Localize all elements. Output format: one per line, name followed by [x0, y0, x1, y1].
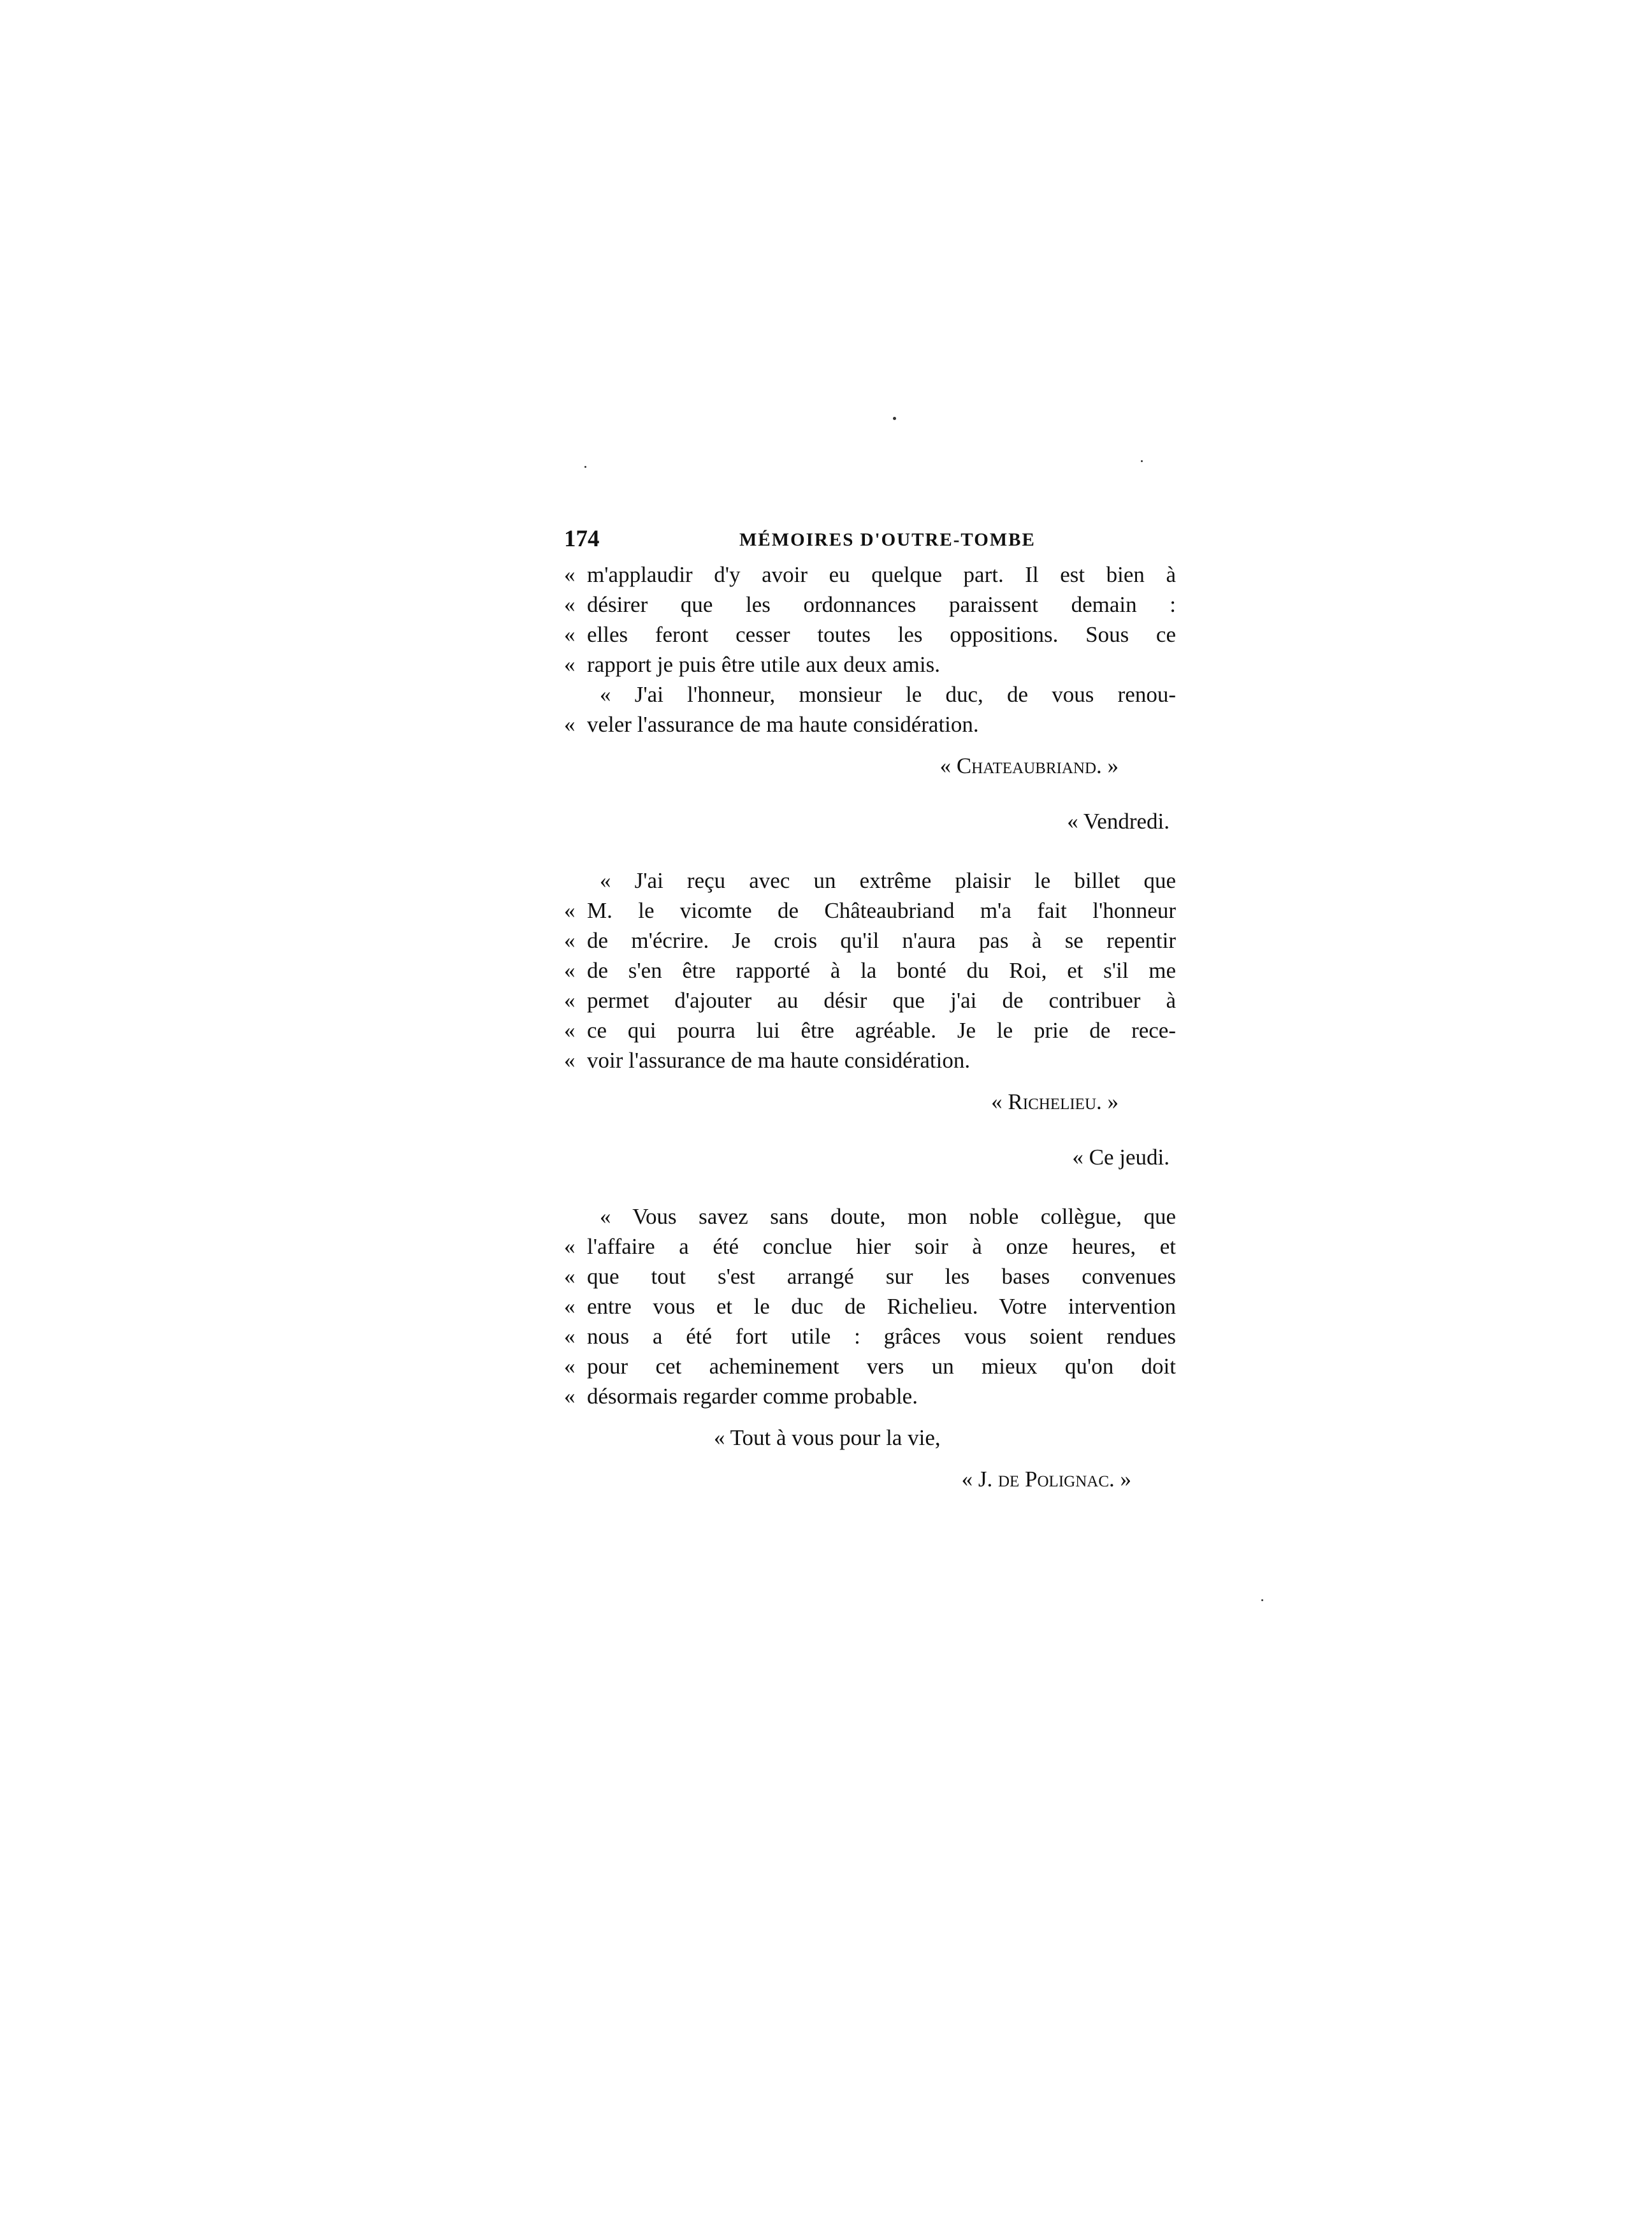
text-line [564, 866, 1176, 896]
line-text: pour cet acheminement vers un mieux qu'on doit [587, 1354, 1176, 1379]
page-text-block [564, 524, 1176, 1520]
line-text: elles feront cesser toutes les oppositions. Sous ce [587, 622, 1176, 647]
line-text: l'affaire a été conclue hier soir à onze heures, et [587, 1234, 1176, 1259]
quote-mark: « [564, 1384, 576, 1409]
line-text: M. le vicomte de Châteaubriand m'a fait l'honneur [587, 898, 1176, 923]
quote-mark: « [564, 1294, 576, 1319]
signature-chateaubriand: « Chateaubriand. » [939, 753, 1119, 778]
quote-mark: « [564, 1234, 576, 1259]
text-line [564, 1045, 1176, 1075]
quote-mark: « [564, 1354, 576, 1379]
line-text: « J'ai reçu avec un extrême plaisir le billet que [600, 868, 1176, 893]
quote-mark: « [564, 622, 576, 647]
running-title: MÉMOIRES D'OUTRE-TOMBE [739, 530, 1036, 550]
page-number: 174 [564, 526, 600, 552]
letter-chateaubriand [564, 560, 1176, 781]
text-line [564, 985, 1176, 1015]
scan-speck [584, 466, 586, 468]
text-line [564, 1351, 1176, 1381]
quote-mark: « [564, 1048, 576, 1073]
signature-richelieu: « Richelieu. » [991, 1089, 1119, 1114]
quote-mark: « [564, 712, 576, 737]
quote-mark: « [564, 898, 576, 923]
line-text: désirer que les ordonnances paraissent demain : [587, 592, 1176, 617]
text-line [564, 1201, 1176, 1231]
text-line [564, 590, 1176, 620]
line-text: ce qui pourra lui être agréable. Je le prie de rece- [587, 1018, 1176, 1043]
letter-polignac [564, 1142, 1176, 1494]
text-line [564, 709, 1176, 739]
text-line [564, 1291, 1176, 1321]
text-line [564, 650, 1176, 679]
quote-mark: « [564, 652, 576, 677]
line-text: permet d'ajouter au désir que j'ai de contribuer à [587, 988, 1176, 1013]
line-text: de m'écrire. Je crois qu'il n'aura pas à se repentir [587, 928, 1176, 953]
line-text: désormais regarder comme probable. [587, 1384, 918, 1409]
scan-speck [893, 417, 896, 420]
text-line [564, 926, 1176, 955]
line-text: veler l'assurance de ma haute considération. [587, 712, 979, 737]
quote-mark: « [564, 1018, 576, 1043]
line-text: rapport je puis être utile aux deux amis. [587, 652, 941, 677]
scan-speck [1141, 460, 1143, 462]
text-line [564, 1381, 1176, 1411]
text-line [564, 1015, 1176, 1045]
line-text: que tout s'est arrangé sur les bases convenues [587, 1264, 1176, 1289]
quote-mark: « [564, 1264, 576, 1289]
text-line [564, 896, 1176, 926]
line-text: « J'ai l'honneur, monsieur le duc, de vous renou- [600, 682, 1176, 707]
running-head [564, 524, 1176, 557]
text-line [564, 679, 1176, 709]
quote-mark: « [564, 592, 576, 617]
text-line [564, 1321, 1176, 1351]
quote-mark: « [564, 988, 576, 1013]
quote-mark: « [564, 1324, 576, 1349]
line-text: m'applaudir d'y avoir eu quelque part. Il est bien à [587, 562, 1176, 587]
quote-mark: « [564, 928, 576, 953]
dateline: « Ce jeudi. [1072, 1145, 1170, 1170]
text-line [564, 955, 1176, 985]
letter-richelieu [564, 806, 1176, 1117]
line-text: nous a été fort utile : grâces vous soient rendues [587, 1324, 1176, 1349]
text-line [564, 1231, 1176, 1261]
line-text: de s'en être rapporté à la bonté du Roi, et s'il me [587, 958, 1176, 983]
line-text: « Vous savez sans doute, mon noble collègue, que [600, 1204, 1176, 1229]
line-text: voir l'assurance de ma haute considération. [587, 1048, 971, 1073]
quote-mark: « [564, 958, 576, 983]
dateline: « Vendredi. [1067, 809, 1170, 834]
closing-line: « Tout à vous pour la vie, [714, 1425, 941, 1450]
quote-mark: « [564, 562, 576, 587]
text-line [564, 620, 1176, 650]
scan-speck [1261, 1599, 1263, 1601]
text-line [564, 1261, 1176, 1291]
text-line [564, 560, 1176, 590]
line-text: entre vous et le duc de Richelieu. Votre intervention [587, 1294, 1176, 1319]
signature-polignac: « J. de Polignac. » [961, 1467, 1131, 1492]
